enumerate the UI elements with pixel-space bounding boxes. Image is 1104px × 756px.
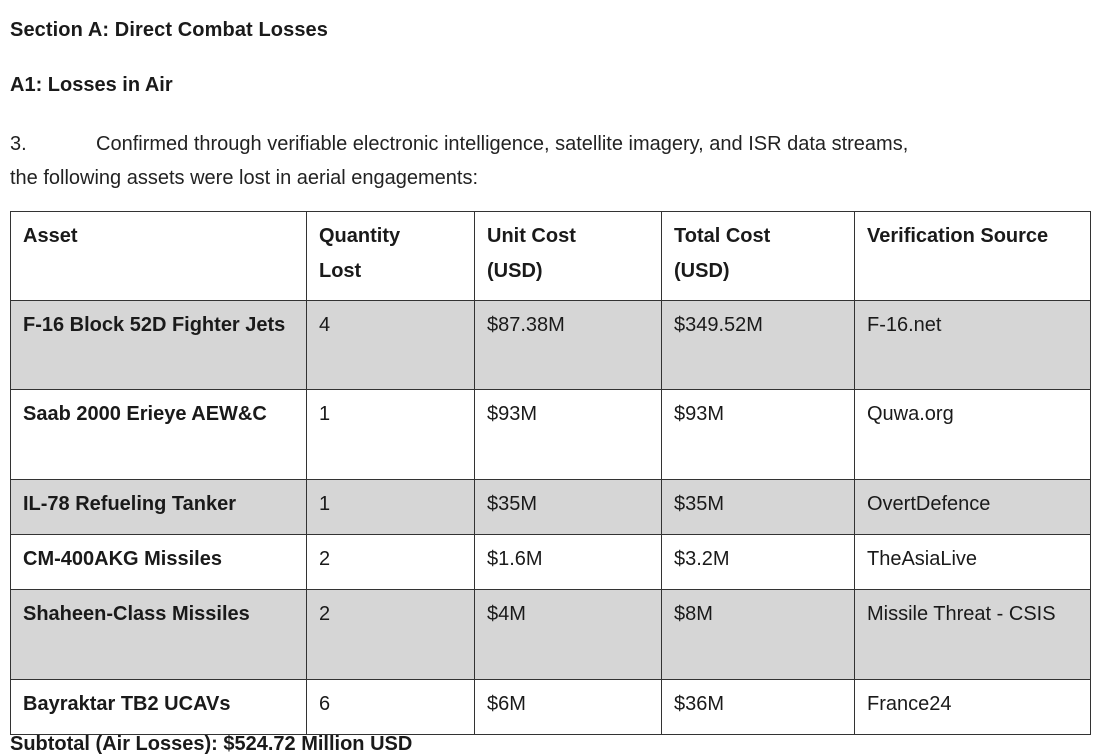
cell-asset: Saab 2000 Erieye AEW&C: [11, 390, 307, 480]
cell-total-cost: $35M: [662, 480, 855, 535]
header-verification-source: Verification Source: [855, 212, 1091, 301]
cell-unit-cost: $87.38M: [475, 301, 662, 390]
header-unit-cost: Unit Cost (USD): [475, 212, 662, 301]
cell-total-cost: $349.52M: [662, 301, 855, 390]
paragraph-text-2: the following assets were lost in aerial engagements:: [10, 167, 479, 189]
sub-heading: A1: Losses in Air: [10, 74, 173, 96]
table-row: [11, 535, 1091, 590]
header-total-cost: Total Cost (USD): [662, 212, 855, 301]
table-row: [11, 301, 1091, 390]
cell-quantity: 1: [307, 390, 475, 480]
table-row: [11, 390, 1091, 480]
cell-quantity: 6: [307, 680, 475, 735]
cell-source: Missile Threat - CSIS: [855, 590, 1091, 680]
cell-asset: Shaheen-Class Missiles: [11, 590, 307, 680]
cell-asset: Bayraktar TB2 UCAVs: [11, 680, 307, 735]
cell-source: OvertDefence: [855, 480, 1091, 535]
cell-total-cost: $8M: [662, 590, 855, 680]
table-row: [11, 480, 1091, 535]
table-row: [11, 590, 1091, 680]
table-row: [11, 680, 1091, 735]
cell-total-cost: $3.2M: [662, 535, 855, 590]
header-quantity-lost: Quantity Lost: [307, 212, 475, 301]
cell-source: TheAsiaLive: [855, 535, 1091, 590]
cell-unit-cost: $35M: [475, 480, 662, 535]
cell-source: France24: [855, 680, 1091, 735]
paragraph-number: 3.: [10, 133, 27, 155]
cell-total-cost: $36M: [662, 680, 855, 735]
cell-unit-cost: $93M: [475, 390, 662, 480]
cell-quantity: 2: [307, 590, 475, 680]
table-header-row: [11, 212, 1091, 301]
cell-quantity: 1: [307, 480, 475, 535]
paragraph: [10, 127, 1095, 195]
paragraph-text-1: Confirmed through verifiable electronic intelligence, satellite imagery, and ISR data streams,: [96, 133, 909, 155]
cell-asset: F-16 Block 52D Fighter Jets: [11, 301, 307, 390]
cell-unit-cost: $4M: [475, 590, 662, 680]
section-heading: Section A: Direct Combat Losses: [10, 19, 328, 41]
paragraph-line-1: [10, 127, 1095, 161]
cell-unit-cost: $6M: [475, 680, 662, 735]
cell-asset: IL-78 Refueling Tanker: [11, 480, 307, 535]
cell-quantity: 2: [307, 535, 475, 590]
header-asset: Asset: [11, 212, 307, 301]
cell-unit-cost: $1.6M: [475, 535, 662, 590]
cell-source: Quwa.org: [855, 390, 1091, 480]
cell-source: F-16.net: [855, 301, 1091, 390]
cell-total-cost: $93M: [662, 390, 855, 480]
subtotal-air-losses: Subtotal (Air Losses): $524.72 Million USD: [10, 733, 413, 755]
asset-losses-table: [10, 211, 1091, 735]
cell-asset: CM-400AKG Missiles: [11, 535, 307, 590]
cell-quantity: 4: [307, 301, 475, 390]
